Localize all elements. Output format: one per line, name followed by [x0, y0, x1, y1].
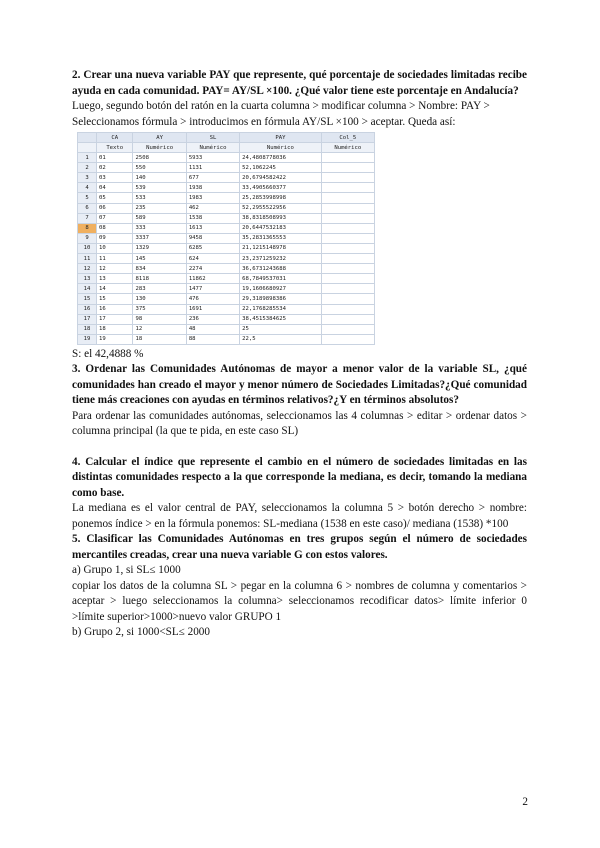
row-number-cell[interactable]: 11	[78, 254, 97, 264]
section-5-item-b: b) Grupo 2, si 1000<SL≤ 2000	[72, 626, 210, 639]
data-cell[interactable]	[321, 314, 374, 324]
data-cell[interactable]: 1983	[186, 193, 239, 203]
data-cell[interactable]: 48	[186, 324, 239, 334]
table-row	[78, 173, 375, 183]
data-cell[interactable]: 14	[97, 284, 133, 294]
data-cell[interactable]	[321, 304, 374, 314]
column-header-ca[interactable]: CA	[97, 133, 133, 143]
data-cell[interactable]: 624	[186, 254, 239, 264]
data-cell[interactable]: 08	[97, 223, 133, 233]
data-cell[interactable]: 589	[133, 213, 186, 223]
data-cell[interactable]	[321, 153, 374, 163]
table-row	[78, 284, 375, 294]
data-cell[interactable]: 375	[133, 304, 186, 314]
grid-corner-cell[interactable]	[78, 133, 97, 143]
data-cell[interactable]: 6285	[186, 243, 239, 253]
data-cell[interactable]: 02	[97, 163, 133, 173]
data-cell[interactable]: 33,4905660377	[240, 183, 321, 193]
section-5-text: copiar los datos de la columna SL > pegar en la columna 6 > nombres de columna y comentarios > aceptar > luego seleccionamos la columna> seleccionamos recodificar datos> límite inferior 0 >límite superior>1000>nuevo valor GRUPO 1	[72, 579, 527, 623]
data-cell[interactable]: 36,6731243688	[240, 264, 321, 274]
data-cell[interactable]	[321, 254, 374, 264]
data-cell[interactable]: 1691	[186, 304, 239, 314]
section-4-text: La mediana es el valor central de PAY, seleccionamos la columna 5 > botón derecho > nombre: ponemos índice > en la fórmula ponemos: SL-mediana (1538 en este caso)/ mediana (1538) *100	[72, 502, 527, 530]
data-cell[interactable]: 29,3189898386	[240, 294, 321, 304]
data-cell[interactable]: 05	[97, 193, 133, 203]
row-number-cell[interactable]: 4	[78, 183, 97, 193]
data-cell[interactable]: 35,2831365553	[240, 233, 321, 243]
data-cell[interactable]: 38,8318508993	[240, 213, 321, 223]
table-row	[78, 314, 375, 324]
data-cell[interactable]: 38,4515384625	[240, 314, 321, 324]
data-cell[interactable]	[321, 213, 374, 223]
row-number-cell[interactable]: 17	[78, 314, 97, 324]
data-cell[interactable]: 03	[97, 173, 133, 183]
row-number-cell[interactable]: 13	[78, 274, 97, 284]
data-cell[interactable]: 19,1606680927	[240, 284, 321, 294]
data-cell[interactable]: 539	[133, 183, 186, 193]
data-cell[interactable]: 3337	[133, 233, 186, 243]
table-row	[78, 264, 375, 274]
data-cell[interactable]	[321, 294, 374, 304]
data-cell[interactable]: 236	[186, 314, 239, 324]
data-cell[interactable]: 04	[97, 183, 133, 193]
data-cell[interactable]: 18	[133, 334, 186, 344]
data-cell[interactable]: 24,4808778036	[240, 153, 321, 163]
data-cell[interactable]: 15	[97, 294, 133, 304]
data-cell[interactable]: 533	[133, 193, 186, 203]
table-row	[78, 223, 375, 233]
data-cell[interactable]: 25	[240, 324, 321, 334]
data-cell[interactable]: 13	[97, 274, 133, 284]
table-row	[78, 294, 375, 304]
data-cell[interactable]	[321, 243, 374, 253]
row-number-cell[interactable]: 5	[78, 193, 97, 203]
column-type-cell: Texto	[97, 143, 133, 153]
data-cell[interactable]: 283	[133, 284, 186, 294]
table-row	[78, 193, 375, 203]
data-cell[interactable]: 10	[97, 243, 133, 253]
row-number-cell[interactable]: 14	[78, 284, 97, 294]
column-header-ay[interactable]: AY	[133, 133, 186, 143]
data-cell[interactable]	[321, 324, 374, 334]
data-cell[interactable]: 98	[133, 314, 186, 324]
section-4-heading: 4. Calcular el índice que represente el cambio en el número de sociedades limitadas en las distintas comunidades respecto a la que corresponde la mediana, es decir, tomando la mediana como base.	[72, 455, 527, 499]
row-number-cell[interactable]: 8	[78, 223, 97, 233]
table-row	[78, 324, 375, 334]
data-cell[interactable]: 1477	[186, 284, 239, 294]
data-cell[interactable]	[321, 233, 374, 243]
data-cell[interactable]: 20,6794582422	[240, 173, 321, 183]
data-cell[interactable]: 333	[133, 223, 186, 233]
data-cell[interactable]: 22,1768285534	[240, 304, 321, 314]
data-cell[interactable]	[321, 203, 374, 213]
data-cell[interactable]: 462	[186, 203, 239, 213]
table-row	[78, 274, 375, 284]
data-cell[interactable]: 16	[97, 304, 133, 314]
data-cell[interactable]: 88	[186, 334, 239, 344]
data-cell[interactable]: 12	[97, 264, 133, 274]
data-cell[interactable]: 235	[133, 203, 186, 213]
row-number-cell[interactable]: 16	[78, 304, 97, 314]
data-cell[interactable]: 07	[97, 213, 133, 223]
column-type-cell: Numérico	[321, 143, 374, 153]
data-cell[interactable]: 8118	[133, 274, 186, 284]
result-text: S: el 42,4888 %	[72, 347, 144, 360]
table-row	[78, 203, 375, 213]
data-cell[interactable]: 550	[133, 163, 186, 173]
data-cell[interactable]	[321, 193, 374, 203]
data-cell[interactable]	[321, 334, 374, 344]
data-cell[interactable]	[321, 183, 374, 193]
row-number-cell[interactable]: 1	[78, 153, 97, 163]
data-cell[interactable]: 677	[186, 173, 239, 183]
document-page	[72, 68, 527, 641]
section-2-text: Luego, segundo botón del ratón en la cuarta columna > modificar columna > Nombre: PAY > Seleccionamos fórmula > introducimos en fórmula AY/SL ×100 > aceptar. Queda así:	[72, 100, 490, 128]
data-cell[interactable]: 19	[97, 334, 133, 344]
data-cell[interactable]: 11	[97, 254, 133, 264]
column-header-pay[interactable]: PAY	[240, 133, 321, 143]
data-cell[interactable]: 23,2371259232	[240, 254, 321, 264]
table-row	[78, 334, 375, 344]
column-type-cell: Numérico	[240, 143, 321, 153]
data-cell[interactable]: 5933	[186, 153, 239, 163]
data-cell[interactable]: 1538	[186, 213, 239, 223]
row-number-cell[interactable]: 9	[78, 233, 97, 243]
section-5-heading: 5. Clasificar las Comunidades Autónomas en tres grupos según el número de sociedades mercantiles creadas, crear una nueva variable G con estos valores.	[72, 533, 527, 561]
data-cell[interactable]: 2508	[133, 153, 186, 163]
data-cell[interactable]	[321, 284, 374, 294]
data-cell[interactable]: 21,1215148978	[240, 243, 321, 253]
data-cell[interactable]: 68,7849537031	[240, 274, 321, 284]
data-cell[interactable]: 25,2853998998	[240, 193, 321, 203]
data-cell[interactable]	[321, 223, 374, 233]
table-row	[78, 213, 375, 223]
table-row	[78, 254, 375, 264]
data-cell[interactable]: 2274	[186, 264, 239, 274]
row-number-cell[interactable]: 19	[78, 334, 97, 344]
data-cell[interactable]: 1938	[186, 183, 239, 193]
data-cell[interactable]	[321, 274, 374, 284]
column-type-cell: Numérico	[186, 143, 239, 153]
data-cell[interactable]	[321, 163, 374, 173]
row-number-cell[interactable]: 3	[78, 173, 97, 183]
data-cell[interactable]: 12	[133, 324, 186, 334]
data-cell[interactable]: 52,1062245	[240, 163, 321, 173]
data-cell[interactable]: 834	[133, 264, 186, 274]
row-number-cell[interactable]: 12	[78, 264, 97, 274]
data-cell[interactable]: 145	[133, 254, 186, 264]
table-row	[78, 243, 375, 253]
data-cell[interactable]: 22,5	[240, 334, 321, 344]
row-number-cell[interactable]: 7	[78, 213, 97, 223]
data-cell[interactable]: 1613	[186, 223, 239, 233]
data-cell[interactable]: 1131	[186, 163, 239, 173]
row-number-cell[interactable]: 2	[78, 163, 97, 173]
column-header-sl[interactable]: SL	[186, 133, 239, 143]
spacer	[72, 440, 527, 455]
table-row	[78, 304, 375, 314]
data-cell[interactable]: 130	[133, 294, 186, 304]
grid-corner-cell	[78, 143, 97, 153]
grid-type-row	[78, 143, 375, 153]
data-cell[interactable]: 06	[97, 203, 133, 213]
data-cell[interactable]: 1329	[133, 243, 186, 253]
grid-header-row	[78, 133, 375, 143]
data-grid[interactable]	[77, 132, 375, 345]
data-cell[interactable]: 52,2955522956	[240, 203, 321, 213]
section-2-heading: 2. Crear una nueva variable PAY que represente, qué porcentaje de sociedades limitadas recibe ayuda en cada comunidad. PAY= AY/SL ×100. ¿Qué valor tiene este porcentaje en Andalucía?	[72, 69, 527, 97]
table-row	[78, 153, 375, 163]
table-row	[78, 163, 375, 173]
row-number-cell[interactable]: 18	[78, 324, 97, 334]
data-cell[interactable]: 140	[133, 173, 186, 183]
data-cell[interactable]: 9458	[186, 233, 239, 243]
data-cell[interactable]: 20,6447532183	[240, 223, 321, 233]
data-cell[interactable]: 18	[97, 324, 133, 334]
data-cell[interactable]	[321, 264, 374, 274]
data-cell[interactable]	[321, 173, 374, 183]
table-row	[78, 233, 375, 243]
section-3-heading: 3. Ordenar las Comunidades Autónomas de mayor a menor valor de la variable SL, ¿qué comunidades han creado el mayor y menor número de Sociedades Limitadas?¿Qué comunidad tiene más creaciones con ayudas en términos relativos?¿Y en términos absolutos?	[72, 363, 527, 407]
row-number-cell[interactable]: 6	[78, 203, 97, 213]
data-cell[interactable]: 17	[97, 314, 133, 324]
page-number: 2	[522, 796, 528, 808]
data-cell[interactable]: 11862	[186, 274, 239, 284]
row-number-cell[interactable]: 10	[78, 243, 97, 253]
row-number-cell[interactable]: 15	[78, 294, 97, 304]
column-type-cell: Numérico	[133, 143, 186, 153]
section-3-text: Para ordenar las comunidades autónomas, seleccionamos las 4 columnas > editar > ordenar datos > columna principal (la que te pida, en este caso SL)	[72, 409, 527, 438]
column-header-col_5[interactable]: Col_5	[321, 133, 374, 143]
section-5-item-a: a) Grupo 1, si SL≤ 1000	[72, 564, 181, 577]
table-row	[78, 183, 375, 193]
data-cell[interactable]: 01	[97, 153, 133, 163]
data-cell[interactable]: 09	[97, 233, 133, 243]
data-cell[interactable]: 476	[186, 294, 239, 304]
